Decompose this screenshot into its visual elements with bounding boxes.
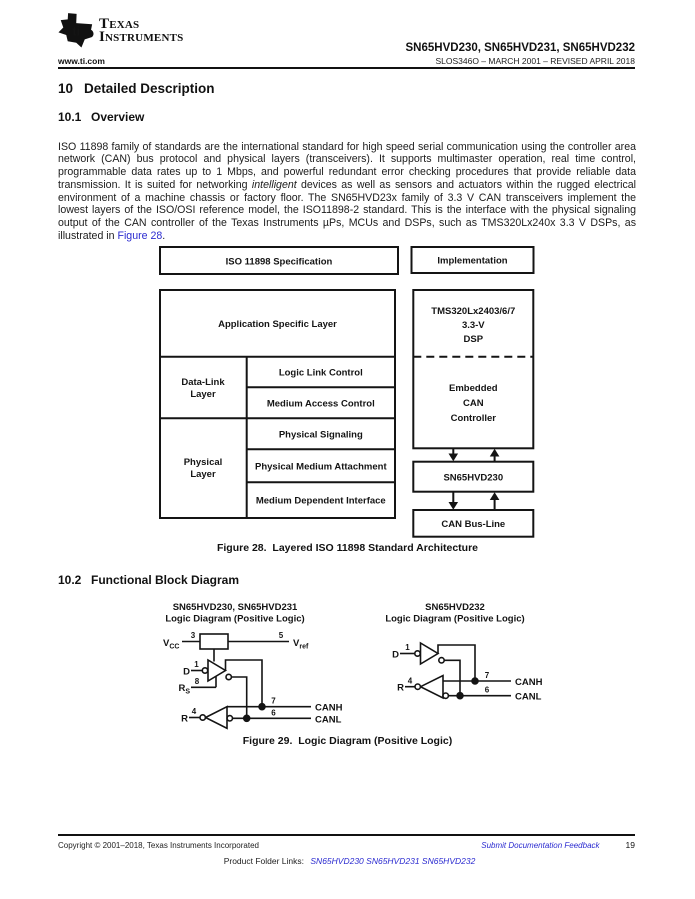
pin-4: 4: [191, 707, 197, 716]
section-10-title: Detailed Description: [84, 81, 215, 96]
arrow-up-icon: [490, 492, 500, 500]
output-bubble: [226, 674, 231, 679]
brand-line-1: Texas: [99, 16, 140, 32]
logic-link-control-label: Logic Link Control: [278, 367, 363, 379]
pin-4: 4: [407, 676, 413, 686]
hvd232-schematic: [400, 643, 511, 699]
section-10-1-number: 10.1: [58, 110, 82, 124]
section-10-number: 10: [58, 81, 74, 96]
medium-dependent-interface-label: Medium Dependent Interface: [255, 495, 386, 507]
output-bubble: [200, 715, 205, 720]
section-10-2-title: Functional Block Diagram: [91, 573, 240, 587]
website-link[interactable]: www.ti.com: [58, 56, 105, 66]
overview-italic-word: intelligent: [251, 178, 297, 191]
footer-row-1: [58, 840, 635, 850]
figure-29-diagram: [0, 598, 695, 748]
arrow-down-icon: [449, 454, 459, 462]
overview-text-2: devices as well as sensors and actuators within the rugged electrical environment of a machine chassis or factory floor. The SN65HVD23x family of 3.3 V CAN transceivers implement the lowest layers of the ISO/OSI reference model, the ISO11898-2 standard. This is the interface with the physical signaling output of the CAN controller of the Texas Instruments µPs, MCUs and DSPs, such as TMS320Lx240x 3.3 V DSPs, as illustrated in: [58, 178, 636, 242]
brand-text: [99, 18, 183, 44]
overview-paragraph: [58, 141, 636, 243]
pin-7: 7: [484, 670, 490, 680]
canl-label: CANL: [515, 691, 542, 703]
canl-label: CANL: [315, 714, 342, 726]
page-number: 19: [625, 840, 635, 850]
ti-logo: [57, 12, 183, 49]
pin-6: 6: [484, 685, 490, 695]
physical-signaling-label: Physical Signaling: [278, 429, 363, 441]
receiver-gate: [421, 676, 444, 699]
hvd230-schematic: [182, 634, 311, 728]
header-rule: [58, 67, 635, 69]
product-link-hvd231[interactable]: SN65HVD231: [366, 856, 420, 866]
footer-rule: [58, 834, 635, 836]
product-link-hvd232[interactable]: SN65HVD232: [421, 856, 476, 866]
figure-28-link[interactable]: Figure 28: [117, 229, 163, 242]
output-bubble: [415, 684, 420, 689]
product-links-label: Product Folder Links:: [223, 856, 305, 866]
vcc-label: $V_{CC}$: [163, 638, 180, 651]
section-10-2-number: 10.2: [58, 573, 82, 587]
left-diagram-title: SN65HVD230, SN65HVD231: [172, 602, 298, 613]
datalink-layer-label: Layer: [190, 389, 216, 400]
product-link-hvd230[interactable]: SN65HVD230: [310, 856, 364, 866]
d-label: D: [183, 666, 190, 678]
dsp-label: TMS320Lx2403/6/7: [431, 306, 516, 317]
junction-dot: [244, 715, 250, 721]
pin-6: 6: [271, 708, 276, 718]
physical-medium-attachment-label: Physical Medium Attachment: [254, 461, 387, 473]
section-10-2-heading: [58, 573, 239, 587]
figure-28-diagram: [0, 243, 695, 541]
left-diagram-subtitle: Logic Diagram (Positive Logic): [165, 613, 305, 625]
datalink-layer-label: Data-Link: [181, 377, 225, 388]
figure-29-titles: [165, 602, 524, 625]
right-diagram-title: SN65HVD232: [425, 602, 485, 613]
figure-29-caption: Figure 29. Logic Diagram (Positive Logic): [242, 735, 453, 747]
driver-gate: [421, 643, 439, 664]
ti-texas-state-icon: [57, 12, 94, 49]
pin-1: 1: [194, 660, 199, 669]
input-bubble: [443, 693, 448, 698]
pin-3: 3: [190, 631, 196, 640]
vref-regulator-box: [200, 634, 228, 649]
overview-text-1: ISO 11898 family of standards are the international standard for high speed serial communication using the controller area network (CAN) bus protocol and physical layers (transceivers). It supports multimaster operation, real time control, programmable data rates up to 1 Mbps, and powerful redundant error checking procedures that provide reliable data transmission. It is suited for networking: [58, 140, 636, 191]
junction-dot: [472, 678, 478, 684]
dsp-label: 3.3-V: [461, 320, 485, 331]
r-label: R: [181, 713, 188, 725]
embedded-can-label: CAN: [463, 398, 484, 409]
transceiver-label: SN65HVD230: [443, 472, 504, 484]
copyright-text: Copyright © 2001–2018, Texas Instruments Incorporated: [58, 841, 259, 850]
implementation-header: Implementation: [437, 255, 508, 267]
dsp-label: DSP: [463, 334, 484, 345]
footer-row-2: [0, 856, 695, 866]
overview-text-3: .: [162, 229, 166, 242]
section-10-1-heading: [58, 110, 144, 124]
embedded-can-label: Controller: [450, 413, 496, 424]
application-layer-label: Application Specific Layer: [218, 319, 337, 330]
input-bubble: [415, 651, 420, 656]
figure-28-labels: [181, 256, 515, 531]
medium-access-control-label: Medium Access Control: [266, 398, 375, 410]
junction-dot: [457, 693, 463, 699]
d-label: D: [392, 649, 399, 661]
brand-line-2: Instruments: [99, 29, 184, 45]
arrow-down-icon: [449, 502, 459, 510]
input-bubble: [202, 668, 207, 673]
bus-label: CAN Bus-Line: [441, 519, 506, 530]
right-diagram-subtitle: Logic Diagram (Positive Logic): [385, 613, 525, 625]
section-10-1-title: Overview: [91, 110, 145, 124]
embedded-can-label: Embedded: [449, 383, 498, 394]
ti-monogram: ti: [72, 24, 81, 39]
pin-5: 5: [278, 631, 284, 640]
section-10-heading: [58, 81, 215, 96]
iso-spec-header: ISO 11898 Specification: [225, 256, 333, 268]
junction-dot: [259, 704, 265, 710]
figure-28-caption: Figure 28. Layered ISO 11898 Standard Architecture: [216, 542, 479, 554]
physical-layer-label: Layer: [190, 469, 216, 480]
pin-1: 1: [405, 643, 410, 652]
r-label: R: [397, 682, 404, 694]
output-bubble: [439, 658, 444, 663]
hvd230-labels: [163, 631, 343, 725]
arrow-up-icon: [490, 449, 500, 457]
part-numbers: SN65HVD230, SN65HVD231, SN65HVD232: [405, 42, 635, 54]
rs-label: $R_S$: [178, 683, 190, 696]
canh-label: CANH: [515, 676, 543, 688]
pin-7: 7: [271, 696, 276, 706]
physical-layer-label: Physical: [183, 457, 223, 468]
submit-feedback-link[interactable]: Submit Documentation Feedback: [481, 841, 600, 850]
header-info-row: [58, 56, 635, 66]
pin-8: 8: [194, 677, 200, 686]
doc-revision-info: SLOS346O – MARCH 2001 – REVISED APRIL 2018: [435, 56, 635, 66]
receiver-gate: [206, 707, 228, 729]
input-bubble: [227, 716, 232, 721]
canh-label: CANH: [315, 702, 343, 714]
vref-label: $V_{ref}$: [293, 638, 309, 651]
